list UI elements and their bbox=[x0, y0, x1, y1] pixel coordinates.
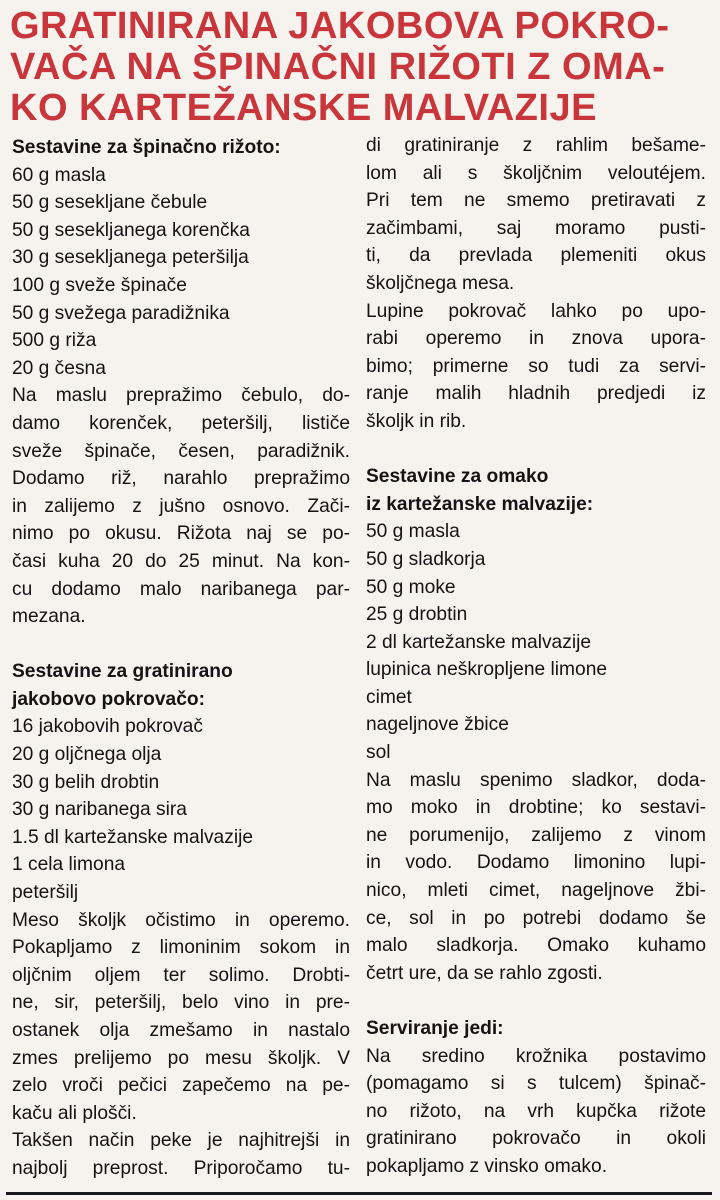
title-line: VAČA NA ŠPINAČNI RIŽOTI Z OMA- bbox=[10, 46, 666, 88]
method-line: Na sredino krožnika postavimo bbox=[366, 1045, 706, 1067]
method-line: nico, mleti cimet, nageljnove žbi- bbox=[366, 880, 706, 902]
risotto-method bbox=[12, 382, 350, 630]
section-spacer bbox=[366, 436, 706, 464]
ingredient-item: 50 g moke bbox=[366, 576, 456, 598]
method-line: nimo po okusu. Rižota naj se po- bbox=[12, 523, 350, 545]
title-line: KO KARTEŽANSKE MALVAZIJE bbox=[10, 87, 597, 129]
ingredient-item: lupinica neškropljene limone bbox=[366, 659, 608, 681]
ingredient-item: nageljnove žbice bbox=[366, 714, 509, 736]
method-line: bimo; primerne so tudi za servi- bbox=[366, 355, 706, 377]
method-line: lom ali s školjčnim veloutéjem. bbox=[366, 162, 706, 184]
method-line: rabi operemo in znova upora- bbox=[366, 328, 706, 350]
recipe-title bbox=[10, 6, 710, 129]
method-line: časi kuha 20 do 25 minut. Na kon- bbox=[12, 550, 350, 572]
ingredient-item: cimet bbox=[366, 686, 412, 708]
method-line: sveže špinače, česen, paradižnik. bbox=[12, 440, 350, 462]
right-column bbox=[366, 132, 706, 1181]
ingredient-item: sol bbox=[366, 742, 391, 764]
method-line: ce, sol in po potrebi dodamo še bbox=[366, 907, 706, 929]
method-line: ne, sir, peteršilj, belo vino in pre- bbox=[12, 992, 350, 1014]
method-line: školjčnega mesa. bbox=[366, 272, 515, 294]
left-column bbox=[12, 134, 350, 1183]
sauce-method bbox=[366, 767, 706, 988]
ingredient-item: 50 g sesekljanega korenčka bbox=[12, 219, 250, 241]
method-line: ranje malih hladnih predjedi iz bbox=[366, 383, 706, 405]
ingredient-item: 2 dl kartežanske malvazije bbox=[366, 631, 592, 653]
method-line: ne porumenijo, zalijemo z vinom bbox=[366, 824, 706, 846]
ingredient-item: 50 g masla bbox=[366, 521, 460, 543]
ingredient-item: 30 g naribanega sira bbox=[12, 799, 187, 821]
title-line: GRATINIRANA JAKOBOVA POKRO- bbox=[10, 5, 670, 47]
method-line: no rižoto, na vrh kupčka rižote bbox=[366, 1100, 706, 1122]
ingredient-item: 25 g drobtin bbox=[366, 604, 468, 626]
ingredient-item: 30 g sesekljanega peteršilja bbox=[12, 247, 249, 269]
ingredient-item: 20 g oljčnega olja bbox=[12, 744, 162, 766]
method-line: malo sladkorja. Omako kuhamo bbox=[366, 935, 706, 957]
method-line: Pri tem ne smemo pretiravati z bbox=[366, 190, 706, 212]
method-line: mezana. bbox=[12, 606, 86, 628]
scallop-method bbox=[12, 907, 350, 1183]
ingredient-item: 100 g sveže špinače bbox=[12, 274, 187, 296]
method-line: zelo vroči pečici zapečemo na pe- bbox=[12, 1075, 350, 1097]
method-line: cu dodamo malo naribanega par- bbox=[12, 578, 350, 600]
ingredient-item: 30 g belih drobtin bbox=[12, 771, 160, 793]
method-line: Na maslu spenimo sladkor, doda- bbox=[366, 769, 706, 791]
sauce-ingredients-heading: Sestavine za omako bbox=[366, 466, 549, 488]
ingredient-item: peteršilj bbox=[12, 882, 79, 904]
method-line: in zalijemo z jušno osnovo. Zači- bbox=[12, 495, 350, 517]
method-line: gratinirano pokrovačo in okoli bbox=[366, 1128, 706, 1150]
ingredient-item: 60 g masla bbox=[12, 164, 106, 186]
risotto-ingredients-heading: Sestavine za špinačno rižoto: bbox=[12, 137, 281, 158]
method-line: Na maslu prepražimo čebulo, do- bbox=[12, 385, 350, 407]
method-line: četrt ure, da se rahlo zgosti. bbox=[366, 962, 603, 984]
section-spacer bbox=[366, 987, 706, 1015]
method-line: školjk in rib. bbox=[366, 410, 467, 432]
method-line: di gratiniranje z rahlim bešame- bbox=[366, 135, 706, 156]
method-line: mo moko in drobtine; ko sestavi- bbox=[366, 797, 706, 819]
ingredient-item: 16 jakobovih pokrovač bbox=[12, 716, 203, 738]
ingredient-item: 1.5 dl kartežanske malvazije bbox=[12, 826, 254, 848]
ingredient-item: 500 g riža bbox=[12, 330, 97, 352]
method-line: damo korenček, peteršilj, lističe bbox=[12, 412, 350, 434]
method-line: oljčnim oljem ter solimo. Drobti- bbox=[12, 964, 350, 986]
method-line: Pokapljamo z limoninim sokom in bbox=[12, 937, 350, 959]
method-line: Meso školjk očistimo in operemo. bbox=[12, 909, 350, 931]
method-line: Takšen način peke je najhitrejši in bbox=[12, 1130, 350, 1152]
scallop-ingredients-heading: Sestavine za gratinirano bbox=[12, 661, 233, 683]
ingredient-item: 50 g sladkorja bbox=[366, 548, 486, 570]
ingredient-item: 20 g česna bbox=[12, 357, 106, 379]
sauce-ingredients-heading: iz kartežanske malvazije: bbox=[366, 493, 594, 515]
ingredient-item: 1 cela limona bbox=[12, 854, 126, 876]
serving-method bbox=[366, 1043, 706, 1181]
serving-heading: Serviranje jedi: bbox=[366, 1018, 504, 1039]
scallop-ingredients-heading: jakobovo pokrovačo: bbox=[12, 688, 205, 710]
method-line: (pomagamo si s tulcem) špinač- bbox=[366, 1073, 706, 1095]
method-line: in vodo. Dodamo limonino lupi- bbox=[366, 852, 706, 874]
method-line: Dodamo riž, narahlo prepražimo bbox=[12, 468, 350, 490]
method-line: Lupine pokrovač lahko po upo- bbox=[366, 300, 706, 322]
ingredient-item: 50 g sesekljane čebule bbox=[12, 192, 208, 214]
risotto-ingredient-list bbox=[12, 162, 350, 383]
method-line: kaču ali plošči. bbox=[12, 1102, 137, 1124]
scallop-ingredient-list bbox=[12, 713, 350, 906]
sauce-ingredient-list bbox=[366, 518, 706, 766]
bottom-rule bbox=[6, 1192, 712, 1195]
ingredient-item: 50 g svežega paradižnika bbox=[12, 302, 230, 324]
method-line: najbolj preprost. Priporočamo tu- bbox=[12, 1157, 350, 1179]
method-line: zmes prelijemo po mesu školjk. V bbox=[12, 1047, 350, 1069]
section-spacer bbox=[12, 631, 350, 659]
method-line: začimbami, saj moramo pusti- bbox=[366, 217, 706, 239]
method-line: pokapljamo z vinsko omako. bbox=[366, 1155, 608, 1177]
method-line: ti, da prevlada plemeniti okus bbox=[366, 245, 706, 267]
scallop-method-continued bbox=[366, 132, 706, 436]
method-line: ostanek olja zmešamo in nastalo bbox=[12, 1020, 350, 1041]
